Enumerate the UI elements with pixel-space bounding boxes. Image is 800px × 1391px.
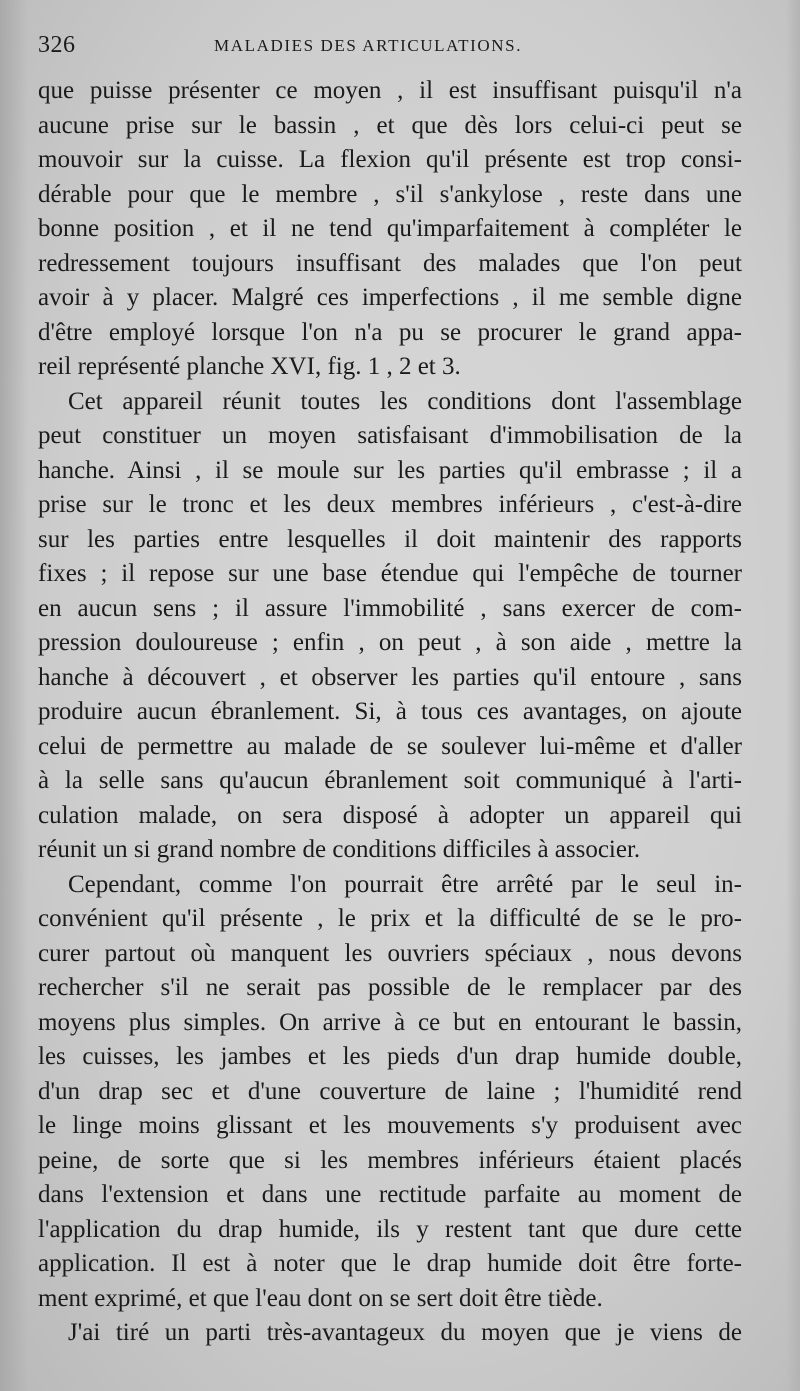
text-line: prise sur le tronc et les deux membres inférieurs , c'est-à-dire xyxy=(38,491,742,518)
text-line: convénient qu'il présente , le prix et la difficulté de se le pro- xyxy=(38,905,742,932)
text-line: d'être employé lorsque l'on n'a pu se procurer le grand appa- xyxy=(38,318,742,346)
page-header xyxy=(38,32,760,64)
text-line: rechercher s'il ne serait pas possible de le remplacer par des xyxy=(38,974,742,1001)
text-line: les cuisses, les jambes et les pieds d'un drap humide double, xyxy=(38,1043,742,1070)
text-line: curer partout où manquent les ouvriers spéciaux , nous devons xyxy=(38,939,742,967)
text-line: en aucun sens ; il assure l'immobilité , sans exercer de com- xyxy=(38,594,742,622)
text-line: pression douloureuse ; enfin , on peut , à son aide , mettre la xyxy=(38,629,742,656)
text-line: le linge moins glissant et les mouvements s'y produisent avec xyxy=(38,1112,742,1139)
text-line: sur les parties entre lesquelles il doit maintenir des rapports xyxy=(38,525,742,553)
text-line: redressement toujours insuffisant des malades que l'on peut xyxy=(38,249,742,277)
text-line: peut constituer un moyen satisfaisant d'immobilisation de la xyxy=(38,422,742,449)
text-line: avoir à y placer. Malgré ces imperfections , il me semble digne xyxy=(38,284,742,311)
text-line: réunit un si grand nombre de conditions difficiles à associer. xyxy=(38,836,641,863)
text-line: produire aucun ébranlement. Si, à tous ces avantages, on ajoute xyxy=(38,698,742,725)
text-line: ment exprimé, et que l'eau dont on se sert doit être tiède. xyxy=(38,1284,603,1312)
text-line: dans l'extension et dans une rectitude parfaite au moment de xyxy=(38,1181,742,1208)
text-line: culation malade, on sera disposé à adopter un appareil qui xyxy=(38,801,742,829)
text-line: reil représenté planche XVI, fig. 1 , 2 et 3. xyxy=(38,353,461,380)
text-line: aucune prise sur le bassin , et que dès lors celui-ci peut se xyxy=(38,111,742,139)
text-line: hanche à découvert , et observer les parties qu'il entoure , sans xyxy=(38,663,742,691)
text-line: moyens plus simples. On arrive à ce but en entourant le bassin, xyxy=(38,1008,742,1036)
text-line: hanche. Ainsi , il se moule sur les parties qu'il embrasse ; il a xyxy=(38,456,742,484)
text-line: dérable pour que le membre , s'il s'ankylose , reste dans une xyxy=(38,180,742,208)
text-line: celui de permettre au malade de se soulever lui-même et d'aller xyxy=(38,732,742,760)
text-line: Cependant, comme l'on pourrait être arrêté par le seul in- xyxy=(68,870,742,898)
text-line: peine, de sorte que si les membres inférieurs étaient placés xyxy=(38,1146,742,1174)
body-text xyxy=(38,74,742,1351)
text-line: mouvoir sur la cuisse. La flexion qu'il présente est trop consi- xyxy=(38,146,742,173)
text-line: d'un drap sec et d'une couverture de laine ; l'humidité rend xyxy=(38,1077,742,1105)
text-line: l'application du drap humide, ils y restent tant que dure cette xyxy=(38,1215,742,1243)
page-number: 326 xyxy=(38,32,76,58)
text-line: application. Il est à noter que le drap humide doit être forte- xyxy=(38,1250,742,1277)
running-head: MALADIES DES ARTICULATIONS. xyxy=(214,36,523,55)
text-line: Cet appareil réunit toutes les conditions dont l'assemblage xyxy=(68,387,742,415)
text-line: à la selle sans qu'aucun ébranlement soit communiqué à l'arti- xyxy=(38,767,742,794)
text-line: que puisse présenter ce moyen , il est insuffisant puisqu'il n'a xyxy=(38,77,742,104)
text-line: fixes ; il repose sur une base étendue qui l'empêche de tourner xyxy=(38,560,742,587)
text-line: J'ai tiré un parti très-avantageux du moyen que je viens de xyxy=(68,1319,742,1346)
text-line: bonne position , et il ne tend qu'imparfaitement à compléter le xyxy=(38,215,742,242)
